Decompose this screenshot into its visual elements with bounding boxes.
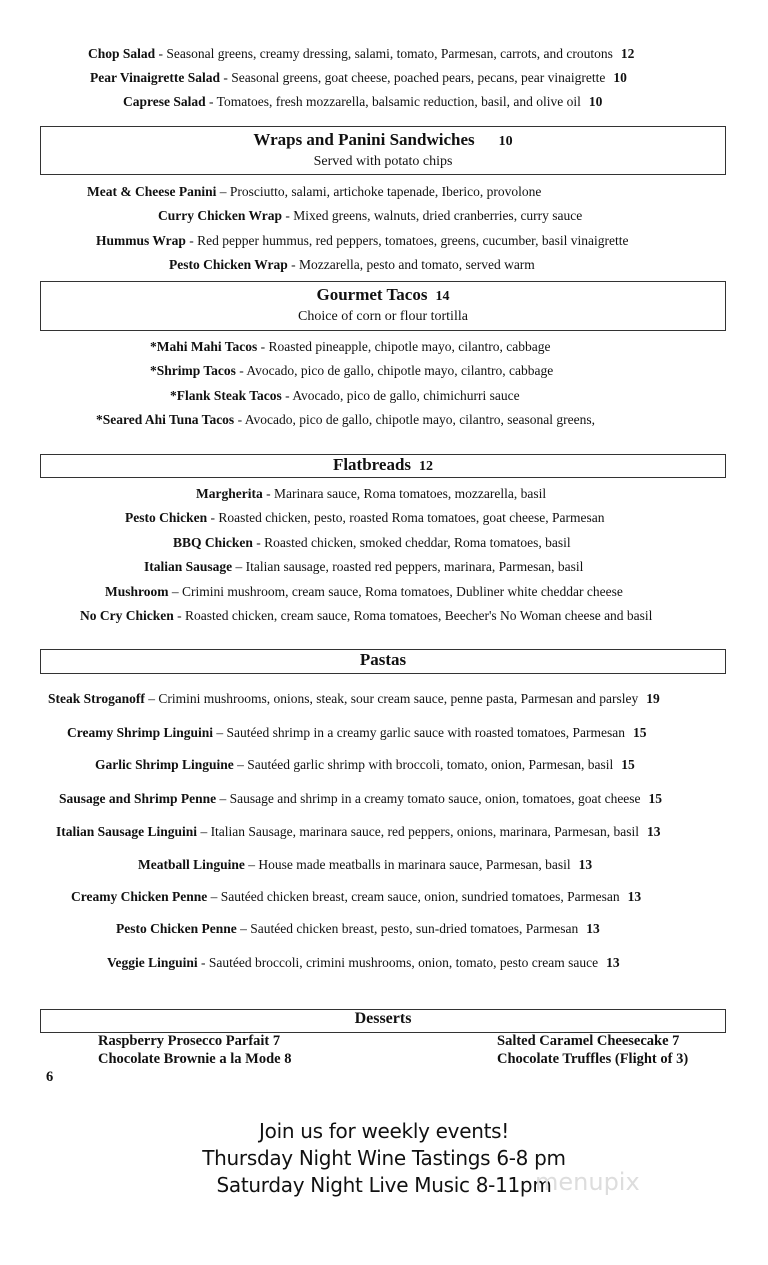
item-separator: - [173, 608, 185, 623]
item-name: Creamy Chicken Penne [71, 889, 208, 904]
item-price: 15 [621, 757, 635, 772]
item-description: Roasted chicken, smoked cheddar, Roma tomatoes, basil [264, 535, 571, 550]
item-separator: – [216, 791, 230, 806]
item-name: Meat & Cheese Panini [87, 184, 217, 199]
menu-item [144, 559, 583, 575]
item-separator: – [197, 824, 211, 839]
menu-item [169, 257, 535, 273]
menu-item [150, 363, 553, 379]
section-price: 12 [419, 459, 434, 474]
item-description: Prosciutto, salami, artichoke tapenade, Iberico, provolone [229, 184, 542, 199]
item-name: *Seared Ahi Tuna Tacos [96, 412, 235, 427]
item-name: BBQ Chicken [173, 535, 253, 550]
watermark: menupix [535, 1168, 640, 1196]
events-banner [0, 1118, 768, 1199]
item-separator: - [185, 233, 198, 248]
desserts-header [40, 1009, 726, 1033]
events-line: Join us for weekly events! [259, 1119, 509, 1143]
item-description: Crimini mushroom, cream sauce, Roma tomatoes, Dubliner white cheddar cheese [182, 584, 623, 599]
item-name: Caprese Salad [123, 94, 206, 109]
item-name: Pesto Chicken Wrap [169, 257, 288, 272]
section-title: Desserts [354, 1010, 412, 1027]
item-description: Marinara sauce, Roma tomatoes, mozzarella, basil [273, 486, 547, 501]
events-line: Thursday Night Wine Tastings 6-8 pm [202, 1146, 566, 1170]
item-description: Red pepper hummus, red peppers, tomatoes, greens, cucumber, basil vinaigrette [197, 233, 629, 248]
menu-item [87, 184, 541, 200]
dessert-item: Raspberry Prosecco Parfait 7 [98, 1033, 281, 1049]
item-price: 10 [613, 70, 627, 85]
item-description: Sautéed chicken breast, pesto, sun-dried tomatoes, Parmesan [250, 921, 579, 936]
item-description: Mixed greens, walnuts, dried cranberries, curry sauce [293, 208, 583, 223]
wraps-header [40, 126, 726, 175]
item-description: Tomatoes, fresh mozzarella, balsamic reduction, basil, and olive oil [216, 94, 581, 109]
item-separator: - [252, 535, 265, 550]
item-price: 15 [633, 725, 647, 740]
item-name: Hummus Wrap [96, 233, 186, 248]
item-name: Italian Sausage Linguini [56, 824, 198, 839]
item-separator: – [232, 559, 246, 574]
item-name: *Shrimp Tacos [150, 363, 236, 378]
item-name: Chop Salad [88, 46, 156, 61]
menu-item [88, 46, 634, 62]
item-name: Steak Stroganoff [48, 691, 145, 706]
item-separator: - [287, 257, 300, 272]
section-title: Wraps and Panini Sandwiches [253, 130, 475, 149]
menu-item [95, 757, 635, 773]
item-description: Seasonal greens, goat cheese, poached pears, pecans, pear vinaigrette [231, 70, 606, 85]
item-price: 19 [646, 691, 660, 706]
item-description: Avocado, pico de gallo, chipotle mayo, cilantro, cabbage [246, 363, 554, 378]
menu-item [96, 412, 595, 428]
menu-item [48, 691, 660, 707]
item-description: Crimini mushrooms, onions, steak, sour cream sauce, penne pasta, Parmesan and parsley [158, 691, 639, 706]
menu-item [107, 955, 620, 971]
menu-item [123, 94, 602, 110]
item-price: 13 [578, 857, 593, 872]
item-name: Creamy Shrimp Linguini [67, 725, 214, 740]
menu-item [56, 824, 661, 840]
item-name: No Cry Chicken [80, 608, 174, 623]
item-separator: – [233, 757, 248, 772]
item-separator: – [236, 921, 251, 936]
item-name: Garlic Shrimp Linguine [95, 757, 234, 772]
section-title: Flatbreads [332, 455, 412, 474]
menu-item [116, 921, 600, 937]
item-separator: - [234, 412, 245, 427]
section-title: Gourmet Tacos [316, 285, 428, 304]
item-name: Curry Chicken Wrap [158, 208, 283, 223]
item-price: 15 [648, 791, 663, 806]
item-description: Sautéed shrimp in a creamy garlic sauce with roasted tomatoes, Parmesan [226, 725, 626, 740]
item-separator: – [144, 691, 159, 706]
item-name: *Flank Steak Tacos [170, 388, 282, 403]
item-name: *Mahi Mahi Tacos [150, 339, 258, 354]
item-separator: - [281, 388, 293, 403]
item-separator: - [262, 486, 274, 501]
menu-item [90, 70, 627, 86]
item-separator: – [168, 584, 183, 599]
item-description: Sausage and shrimp in a creamy tomato sauce, onion, tomatoes, goat cheese [229, 791, 641, 806]
menu-item [105, 584, 623, 600]
item-separator: – [207, 889, 221, 904]
dessert-item: Chocolate Truffles (Flight of 3) [497, 1051, 689, 1067]
item-separator: - [197, 955, 209, 970]
item-name: Sausage and Shrimp Penne [59, 791, 217, 806]
item-description: Roasted pineapple, chipotle mayo, cilantro, cabbage [268, 339, 551, 354]
item-separator: - [207, 510, 219, 525]
item-description: Seasonal greens, creamy dressing, salami, tomato, Parmesan, carrots, and croutons [166, 46, 613, 61]
item-description: Sautéed chicken breast, cream sauce, onion, sundried tomatoes, Parmesan [220, 889, 620, 904]
section-subtitle: Served with potato chips [313, 154, 453, 169]
item-name: Meatball Linguine [138, 857, 245, 872]
item-separator: – [216, 184, 230, 199]
item-separator: - [205, 94, 217, 109]
menu-item [196, 486, 546, 502]
item-separator: – [213, 725, 227, 740]
menu-item [138, 857, 592, 873]
item-description: Sautéed broccoli, crimini mushrooms, onion, tomato, pesto cream sauce [208, 955, 599, 970]
events-line: Saturday Night Live Music 8-11pm [216, 1173, 552, 1197]
item-description: Roasted chicken, pesto, roasted Roma tomatoes, goat cheese, Parmesan [218, 510, 605, 525]
item-name: Pesto Chicken [125, 510, 208, 525]
item-name: Margherita [196, 486, 263, 501]
item-price: 13 [627, 889, 642, 904]
item-name: Pesto Chicken Penne [116, 921, 237, 936]
item-separator: - [235, 363, 247, 378]
section-price: 10 [498, 134, 513, 149]
menu-item [67, 725, 647, 741]
item-name: Italian Sausage [144, 559, 233, 574]
flatbreads-header [40, 454, 726, 478]
section-subtitle: Choice of corn or flour tortilla [298, 309, 468, 324]
dessert-item: Chocolate Brownie a la Mode 8 [98, 1051, 292, 1067]
section-title: Pastas [359, 650, 407, 669]
item-price: 10 [588, 94, 603, 109]
item-name: Mushroom [105, 584, 169, 599]
item-description: Avocado, pico de gallo, chipotle mayo, cilantro, seasonal greens, [244, 412, 595, 427]
item-separator: - [220, 70, 232, 85]
item-name: Veggie Linguini [107, 955, 198, 970]
menu-item [71, 889, 641, 905]
item-description: Roasted chicken, cream sauce, Roma tomatoes, Beecher's No Woman cheese and basil [185, 608, 653, 623]
item-description: Italian Sausage, marinara sauce, red peppers, onions, marinara, Parmesan, basil [210, 824, 640, 839]
item-description: Italian sausage, roasted red peppers, marinara, Parmesan, basil [245, 559, 584, 574]
dessert-price: 6 [46, 1069, 54, 1085]
menu-item [173, 535, 571, 551]
item-description: House made meatballs in marinara sauce, Parmesan, basil [258, 857, 571, 872]
item-price: 13 [647, 824, 661, 839]
item-separator: - [155, 46, 167, 61]
menu-item [158, 208, 582, 224]
pastas-header [40, 649, 726, 674]
item-separator: - [282, 208, 294, 223]
item-description: Avocado, pico de gallo, chimichurri sauce [292, 388, 520, 403]
item-description: Sautéed garlic shrimp with broccoli, tomato, onion, Parmesan, basil [247, 757, 614, 772]
item-price: 13 [586, 921, 600, 936]
item-price: 12 [620, 46, 635, 61]
item-separator: – [244, 857, 259, 872]
tacos-header [40, 281, 726, 331]
menu-item [59, 791, 662, 807]
menu-item [96, 233, 628, 249]
menu-item [80, 608, 652, 624]
item-price: 13 [606, 955, 620, 970]
section-price: 14 [435, 289, 450, 304]
item-separator: - [257, 339, 269, 354]
item-name: Pear Vinaigrette Salad [90, 70, 220, 85]
menu-item [150, 339, 550, 355]
menu-item [125, 510, 605, 526]
menu-item [170, 388, 520, 404]
dessert-item: Salted Caramel Cheesecake 7 [497, 1033, 680, 1049]
item-description: Mozzarella, pesto and tomato, served warm [299, 257, 535, 272]
